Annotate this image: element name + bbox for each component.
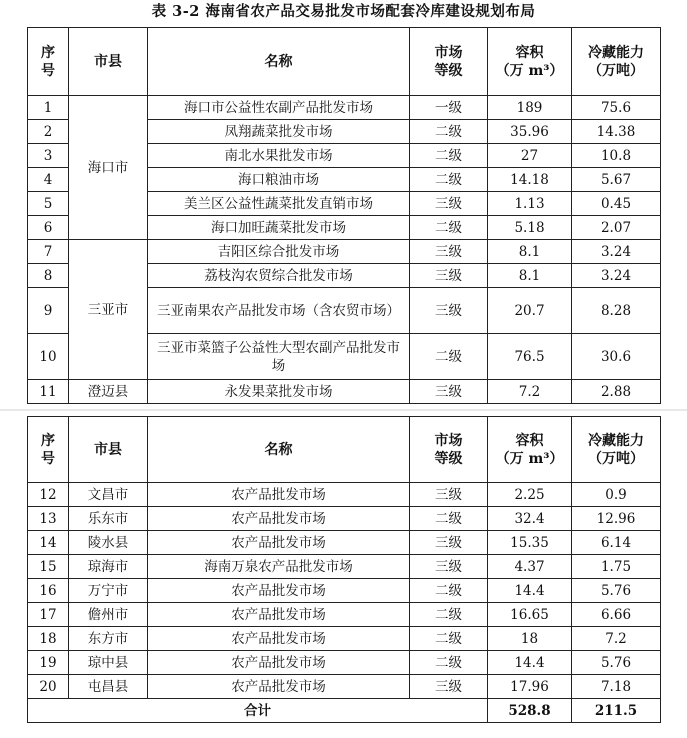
cell-seq: 11 bbox=[28, 380, 69, 404]
cell-seq: 13 bbox=[28, 507, 69, 531]
header-row bbox=[28, 417, 661, 483]
header-row bbox=[28, 28, 661, 96]
cell-capacity: 5.67 bbox=[572, 168, 661, 192]
cell-name: 农产品批发市场 bbox=[148, 651, 410, 675]
cell-name: 三亚南果农产品批发市场（含农贸市场） bbox=[148, 288, 410, 334]
cell-seq: 3 bbox=[28, 144, 69, 168]
cell-name: 农产品批发市场 bbox=[148, 531, 410, 555]
header-volume: 容积 （万 m³） bbox=[488, 417, 572, 483]
cell-volume: 76.5 bbox=[488, 334, 572, 380]
total-label: 合计 bbox=[28, 699, 488, 723]
cell-seq: 14 bbox=[28, 531, 69, 555]
cell-grade: 二级 bbox=[410, 144, 488, 168]
cell-seq: 5 bbox=[28, 192, 69, 216]
cell-county: 海口市 bbox=[69, 96, 148, 240]
planning-table-part-1 bbox=[27, 27, 661, 404]
cell-county: 三亚市 bbox=[69, 240, 148, 380]
header-grade: 市场 等级 bbox=[410, 28, 488, 96]
cell-grade: 三级 bbox=[410, 380, 488, 404]
cell-seq: 2 bbox=[28, 120, 69, 144]
cell-name: 海口市公益性农副产品批发市场 bbox=[148, 96, 410, 120]
cell-capacity: 6.14 bbox=[572, 531, 661, 555]
cell-volume: 7.2 bbox=[488, 380, 572, 404]
cell-grade: 二级 bbox=[410, 603, 488, 627]
cell-volume: 4.37 bbox=[488, 555, 572, 579]
cell-volume: 14.18 bbox=[488, 168, 572, 192]
cell-volume: 1.13 bbox=[488, 192, 572, 216]
header-grade: 市场 等级 bbox=[410, 417, 488, 483]
cell-capacity: 14.38 bbox=[572, 120, 661, 144]
table-row bbox=[28, 531, 661, 555]
table-row bbox=[28, 651, 661, 675]
cell-volume: 14.4 bbox=[488, 651, 572, 675]
cell-capacity: 8.28 bbox=[572, 288, 661, 334]
cell-grade: 二级 bbox=[410, 216, 488, 240]
table-row bbox=[28, 483, 661, 507]
table-row bbox=[28, 675, 661, 699]
header-seq: 序 号 bbox=[28, 28, 69, 96]
cell-name: 三亚市菜篮子公益性大型农副产品批发市场 bbox=[148, 334, 410, 380]
cell-name: 农产品批发市场 bbox=[148, 507, 410, 531]
cell-seq: 8 bbox=[28, 264, 69, 288]
cell-volume: 2.25 bbox=[488, 483, 572, 507]
cell-seq: 20 bbox=[28, 675, 69, 699]
cell-county: 陵水县 bbox=[69, 531, 148, 555]
cell-capacity: 7.2 bbox=[572, 627, 661, 651]
cell-volume: 5.18 bbox=[488, 216, 572, 240]
cell-seq: 6 bbox=[28, 216, 69, 240]
cell-county: 琼海市 bbox=[69, 555, 148, 579]
header-county: 市县 bbox=[69, 417, 148, 483]
cell-grade: 三级 bbox=[410, 675, 488, 699]
cell-grade: 二级 bbox=[410, 334, 488, 380]
cell-capacity: 0.9 bbox=[572, 483, 661, 507]
cell-capacity: 75.6 bbox=[572, 96, 661, 120]
cell-grade: 二级 bbox=[410, 120, 488, 144]
table-row bbox=[28, 507, 661, 531]
header-seq: 序 号 bbox=[28, 417, 69, 483]
table-row bbox=[28, 555, 661, 579]
cell-capacity: 7.18 bbox=[572, 675, 661, 699]
table-row bbox=[28, 603, 661, 627]
cell-volume: 35.96 bbox=[488, 120, 572, 144]
cell-grade: 三级 bbox=[410, 240, 488, 264]
cell-name: 吉阳区综合批发市场 bbox=[148, 240, 410, 264]
cell-name: 农产品批发市场 bbox=[148, 579, 410, 603]
table-row bbox=[28, 627, 661, 651]
cell-grade: 二级 bbox=[410, 579, 488, 603]
cell-seq: 7 bbox=[28, 240, 69, 264]
header-capacity: 冷藏能力 （万吨） bbox=[572, 28, 661, 96]
cell-capacity: 2.88 bbox=[572, 380, 661, 404]
cell-name: 荔枝沟农贸综合批发市场 bbox=[148, 264, 410, 288]
cell-volume: 32.4 bbox=[488, 507, 572, 531]
cell-county: 屯昌县 bbox=[69, 675, 148, 699]
cell-grade: 三级 bbox=[410, 192, 488, 216]
cell-county: 澄迈县 bbox=[69, 380, 148, 404]
cell-capacity: 5.76 bbox=[572, 579, 661, 603]
cell-grade: 二级 bbox=[410, 507, 488, 531]
cell-volume: 18 bbox=[488, 627, 572, 651]
cell-seq: 19 bbox=[28, 651, 69, 675]
cell-capacity: 30.6 bbox=[572, 334, 661, 380]
cell-name: 海口加旺蔬菜批发市场 bbox=[148, 216, 410, 240]
cell-name: 南北水果批发市场 bbox=[148, 144, 410, 168]
cell-seq: 4 bbox=[28, 168, 69, 192]
cell-grade: 一级 bbox=[410, 96, 488, 120]
cell-seq: 9 bbox=[28, 288, 69, 334]
cell-county: 乐东市 bbox=[69, 507, 148, 531]
cell-name: 海南万泉农产品批发市场 bbox=[148, 555, 410, 579]
cell-grade: 三级 bbox=[410, 288, 488, 334]
cell-seq: 1 bbox=[28, 96, 69, 120]
cell-volume: 15.35 bbox=[488, 531, 572, 555]
total-capacity: 211.5 bbox=[572, 699, 661, 723]
cell-grade: 二级 bbox=[410, 168, 488, 192]
cell-capacity: 6.66 bbox=[572, 603, 661, 627]
cell-volume: 20.7 bbox=[488, 288, 572, 334]
cell-capacity: 0.45 bbox=[572, 192, 661, 216]
total-row bbox=[28, 699, 661, 723]
header-name: 名称 bbox=[148, 28, 410, 96]
table-title: 表 3-2 海南省农产品交易批发市场配套冷库建设规划布局 bbox=[151, 3, 536, 20]
cell-name: 农产品批发市场 bbox=[148, 603, 410, 627]
cell-capacity: 12.96 bbox=[572, 507, 661, 531]
header-volume: 容积 （万 m³） bbox=[488, 28, 572, 96]
cell-capacity: 5.76 bbox=[572, 651, 661, 675]
cell-volume: 8.1 bbox=[488, 240, 572, 264]
table-row bbox=[28, 380, 661, 404]
cell-capacity: 1.75 bbox=[572, 555, 661, 579]
cell-seq: 17 bbox=[28, 603, 69, 627]
cell-name: 农产品批发市场 bbox=[148, 483, 410, 507]
cell-name: 美兰区公益性蔬菜批发直销市场 bbox=[148, 192, 410, 216]
cell-county: 万宁市 bbox=[69, 579, 148, 603]
planning-table-part-2 bbox=[27, 416, 661, 723]
cell-volume: 17.96 bbox=[488, 675, 572, 699]
cell-grade: 三级 bbox=[410, 483, 488, 507]
cell-county: 儋州市 bbox=[69, 603, 148, 627]
cell-capacity: 10.8 bbox=[572, 144, 661, 168]
cell-name: 农产品批发市场 bbox=[148, 675, 410, 699]
table-row bbox=[28, 579, 661, 603]
cell-name: 凤翔蔬菜批发市场 bbox=[148, 120, 410, 144]
header-name: 名称 bbox=[148, 417, 410, 483]
cell-county: 文昌市 bbox=[69, 483, 148, 507]
cell-seq: 12 bbox=[28, 483, 69, 507]
cell-grade: 三级 bbox=[410, 264, 488, 288]
cell-grade: 三级 bbox=[410, 555, 488, 579]
cell-grade: 三级 bbox=[410, 531, 488, 555]
cell-capacity: 3.24 bbox=[572, 264, 661, 288]
table-row bbox=[28, 240, 661, 264]
cell-seq: 15 bbox=[28, 555, 69, 579]
cell-grade: 二级 bbox=[410, 651, 488, 675]
total-volume: 528.8 bbox=[488, 699, 572, 723]
cell-seq: 10 bbox=[28, 334, 69, 380]
cell-volume: 27 bbox=[488, 144, 572, 168]
cell-name: 农产品批发市场 bbox=[148, 627, 410, 651]
cell-grade: 二级 bbox=[410, 627, 488, 651]
cell-capacity: 3.24 bbox=[572, 240, 661, 264]
header-county: 市县 bbox=[69, 28, 148, 96]
page-break-divider bbox=[0, 405, 687, 415]
cell-county: 琼中县 bbox=[69, 651, 148, 675]
cell-capacity: 2.07 bbox=[572, 216, 661, 240]
cell-name: 海口粮油市场 bbox=[148, 168, 410, 192]
cell-name: 永发果菜批发市场 bbox=[148, 380, 410, 404]
cell-volume: 189 bbox=[488, 96, 572, 120]
cell-seq: 16 bbox=[28, 579, 69, 603]
table-row bbox=[28, 96, 661, 120]
cell-volume: 16.65 bbox=[488, 603, 572, 627]
cell-volume: 8.1 bbox=[488, 264, 572, 288]
cell-seq: 18 bbox=[28, 627, 69, 651]
header-capacity: 冷藏能力 （万吨） bbox=[572, 417, 661, 483]
cell-volume: 14.4 bbox=[488, 579, 572, 603]
cell-county: 东方市 bbox=[69, 627, 148, 651]
